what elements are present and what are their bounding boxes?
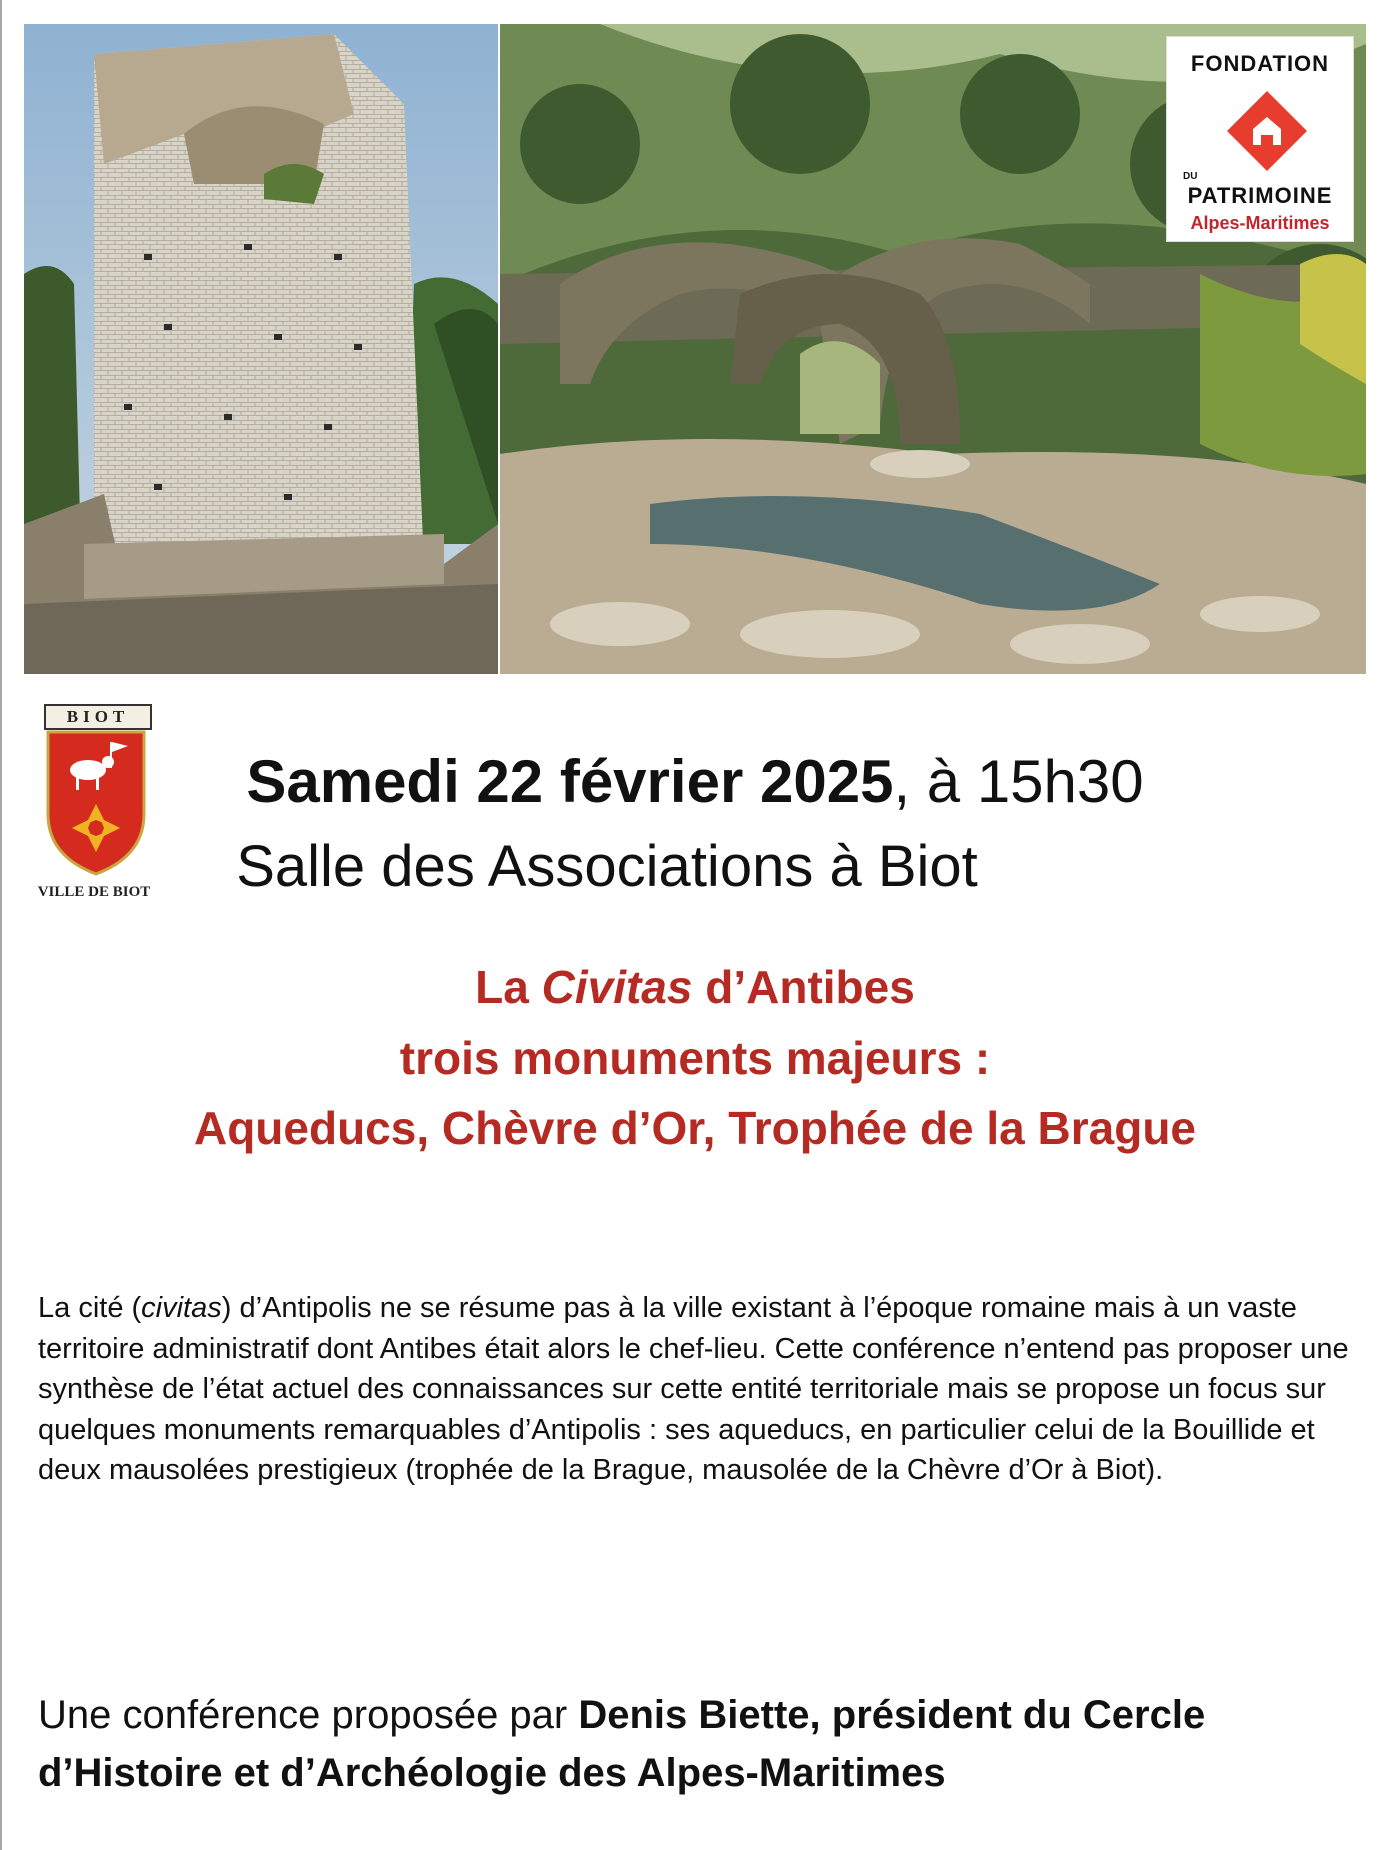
event-time: , à 15h30 [893, 748, 1144, 815]
crest-caption: VILLE DE BIOT [37, 884, 151, 900]
logo-line-fondation: FONDATION [1190, 51, 1330, 76]
title-line-2: trois monuments majeurs : [399, 1032, 991, 1084]
logo-du: DU [1183, 171, 1198, 182]
description-prefix: La cité ( [38, 1292, 142, 1324]
title-line-3: Aqueducs, Chèvre d’Or, Trophée de la Brague [193, 1102, 1197, 1154]
title-italic: Civitas [541, 961, 693, 1013]
page-border [0, 0, 2, 1850]
description-rest: ) d’Antipolis ne se résume pas à la ville existant à l’époque romaine mais à un vaste territoire administratif dont Antibes était alors le chef-lieu. Cette conférence n’entend pas proposer une synthèse de l’état actuel des connaissances sur cette entité territoriale mais se propose un focus sur quelques monuments remarquables d’Antipolis : ses aqueducs, en particulier celui de la Bouillide et deux mausolées prestigieux (trophée de la Brague, mausolée de la Chèvre d’Or à Biot). [38, 1292, 1349, 1486]
logo-line-patrimoine: PATRIMOINE [1187, 183, 1333, 208]
description-italic: civitas [141, 1292, 222, 1324]
logo-region: Alpes-Maritimes [1190, 213, 1330, 233]
event-date: Samedi 22 février 2025 [246, 748, 894, 815]
tower-ruin-photo [24, 24, 498, 674]
event-venue: Salle des Associations à Biot [236, 834, 978, 899]
description-paragraph [38, 1288, 1358, 1491]
speaker-name: Denis Biette, président du Cercle d’Histoire et d’Archéologie des Alpes-Maritimes [38, 1693, 1206, 1795]
house-diamond-icon [1225, 89, 1309, 173]
title-line-1 [0, 952, 1390, 1022]
credit-prefix: Une conférence proposée par [38, 1693, 579, 1737]
speaker-credit [38, 1686, 1368, 1802]
title-prefix: La [475, 961, 542, 1013]
title-suffix: d’Antibes [692, 961, 915, 1013]
crest-banner: BIOT [44, 704, 152, 730]
event-date-line [0, 746, 1390, 818]
fondation-du-patrimoine-logo [1166, 36, 1354, 242]
